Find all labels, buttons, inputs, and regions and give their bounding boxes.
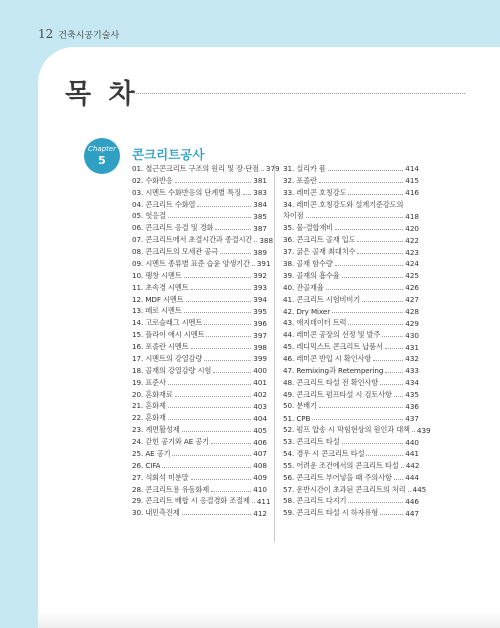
running-header: [38, 24, 119, 44]
dot-leader: [380, 514, 403, 515]
dot-leader: [206, 336, 251, 337]
toc-entry-title: 54. 경우 시 콘크리트 타설: [283, 448, 365, 458]
dot-leader: [182, 431, 252, 432]
toc-entry[interactable]: [132, 306, 267, 318]
dot-leader: [408, 491, 411, 492]
toc-entry-title: 46. 레미콘 반입 시 확인사항: [283, 353, 372, 363]
toc-entry-title: 02. 수화반응: [132, 175, 173, 185]
dot-leader: [401, 467, 404, 468]
toc-entry-page: 398: [253, 342, 267, 352]
dot-leader: [175, 182, 252, 183]
toc-entry[interactable]: [132, 199, 267, 211]
title-dotted-rule: [134, 93, 465, 94]
toc-entry[interactable]: [132, 412, 267, 424]
toc-entry-title: 13. 페로 시멘트: [132, 306, 182, 316]
toc-entry[interactable]: [283, 175, 419, 187]
dot-leader: [243, 194, 251, 195]
dot-leader: [319, 182, 403, 183]
dot-leader: [412, 431, 415, 432]
toc-entry-page: 379: [265, 164, 280, 174]
toc-entry-page: 389: [253, 247, 267, 257]
toc-entry-page: 387: [253, 223, 267, 233]
dot-leader: [306, 217, 404, 218]
toc-entry-title: 47. Remixing과 Retempering: [283, 365, 384, 375]
toc-entry-title: 52. 펌프 압송 시 막힘현상의 원인과 대책: [283, 425, 410, 435]
toc-entry-title: 50. 분배기: [283, 401, 317, 411]
toc-entry[interactable]: [132, 484, 267, 496]
toc-entry[interactable]: [132, 353, 267, 365]
toc-entry-page: 436: [405, 401, 419, 411]
toc-entry-title: 58. 콘크리트 다지기: [283, 496, 347, 506]
toc-entry-page: 422: [405, 235, 419, 245]
toc-entry-page: 439: [416, 425, 431, 435]
toc-entry[interactable]: [283, 412, 419, 424]
toc-entry[interactable]: [132, 270, 267, 282]
toc-entry-title: 14. 고로슬래그 시멘트: [132, 318, 203, 328]
dot-leader: [204, 360, 251, 361]
toc-entry-page: 409: [253, 473, 267, 483]
toc-entry-page: 397: [253, 330, 267, 340]
toc-entry[interactable]: [132, 424, 267, 436]
dot-leader: [328, 170, 403, 171]
toc-entry-page: 406: [253, 437, 267, 447]
dot-leader: [191, 479, 252, 480]
toc-entry[interactable]: [132, 460, 267, 472]
toc-entry[interactable]: [132, 389, 267, 401]
toc-entry[interactable]: [132, 317, 267, 329]
toc-entry-page: 441: [405, 449, 419, 459]
dot-leader: [385, 372, 403, 373]
toc-entry-page: 416: [405, 188, 419, 198]
dot-leader: [326, 289, 404, 290]
toc-entry[interactable]: [283, 424, 431, 436]
toc-entry-page: 410: [253, 485, 267, 495]
dot-leader: [261, 170, 264, 171]
toc-entry-page: 395: [253, 306, 267, 316]
toc-entry-title: 37. 굵은 골재 최대치수: [283, 247, 356, 257]
toc-entry[interactable]: [283, 329, 419, 341]
toc-entry-title: 차이점: [283, 211, 304, 221]
toc-entry[interactable]: [283, 472, 419, 484]
toc-entry[interactable]: [132, 448, 267, 460]
toc-entry[interactable]: [132, 507, 267, 519]
toc-entry-title: 51. CPB: [283, 413, 311, 423]
toc-entry-page: 432: [405, 354, 419, 364]
dot-leader: [168, 384, 251, 385]
toc-entry-page: 412: [253, 508, 267, 518]
toc-entry-title: 43. 애지데이터 트럭: [283, 318, 347, 328]
toc-entry[interactable]: [132, 258, 271, 270]
toc-entry-title: 08. 콘크리트의 모세관 공극: [132, 247, 219, 257]
toc-entry[interactable]: [132, 187, 267, 199]
dot-leader: [252, 265, 255, 266]
dot-leader: [168, 217, 251, 218]
toc-entry-title: 36. 콘크리트 골재 입도: [283, 235, 356, 245]
dot-leader: [342, 443, 404, 444]
toc-entry-page: 394: [253, 295, 267, 305]
toc-entry[interactable]: [283, 484, 427, 496]
toc-entry-title: 22. 혼화재: [132, 413, 166, 423]
toc-entry-title: 15. 플라이 애시 시멘트: [132, 330, 205, 340]
dot-leader: [348, 194, 403, 195]
page-bottom-edge: [38, 612, 500, 628]
toc-entry[interactable]: [283, 199, 419, 211]
toc-entry-title: 35. 물-결합재비: [283, 223, 334, 233]
dot-leader: [357, 253, 403, 254]
toc-entry-title: 27. 석회석 미분말: [132, 472, 189, 482]
toc-entry-page: 420: [405, 223, 419, 233]
dot-leader: [394, 479, 403, 480]
dot-leader: [380, 384, 403, 385]
toc-entry[interactable]: [132, 294, 267, 306]
dot-leader: [382, 336, 403, 337]
toc-entry[interactable]: [283, 365, 419, 377]
toc-entry-title: 06. 콘크리트 응결 및 경화: [132, 223, 214, 233]
toc-entry[interactable]: [283, 294, 419, 306]
toc-entry-title: 26. CIFA: [132, 461, 161, 471]
toc-entry-title: 29. 콘크리트 배합 시 응결경화 조절제: [132, 496, 250, 506]
dot-leader: [204, 324, 251, 325]
dot-leader: [319, 407, 403, 408]
toc-entry-title: 16. 포졸란 시멘트: [132, 342, 189, 352]
toc-entry-page: 426: [405, 283, 419, 293]
dot-leader: [168, 419, 251, 420]
toc-entry[interactable]: [283, 163, 419, 175]
toc-entry-title: 19. 표준사: [132, 377, 166, 387]
dot-leader: [191, 348, 252, 349]
toc-entry[interactable]: [283, 436, 419, 448]
toc-entry-title: 17. 시멘트의 강열감량: [132, 353, 203, 363]
toc-entry-title: 38. 골재 함수량: [283, 258, 333, 268]
toc-entry-page: 442: [405, 461, 420, 471]
toc-entry[interactable]: [283, 317, 419, 329]
dot-leader: [254, 241, 257, 242]
toc-entry-page: 434: [405, 378, 419, 388]
toc-entry[interactable]: [283, 258, 419, 270]
dot-leader: [175, 396, 252, 397]
toc-entry-page: 430: [405, 330, 419, 340]
toc-entry-title: 05. 헛응결: [132, 211, 166, 221]
toc-entry-page: 431: [405, 342, 419, 352]
toc-entry-page: 444: [405, 473, 419, 483]
toc-entry-page: 404: [253, 413, 267, 423]
toc-entry-title: 55. 어려운 조건에서의 콘크리트 타설: [283, 460, 399, 470]
dot-leader: [335, 265, 404, 266]
toc-entry[interactable]: [283, 270, 419, 282]
toc-entry-title: 49. 콘크리트 펌프타설 시 검토사항: [283, 389, 392, 399]
dot-leader: [394, 396, 403, 397]
toc-entry-title: 28. 콘크리트용 유동화제: [132, 484, 210, 494]
toc-entry-page: 447: [405, 508, 419, 518]
dot-leader: [252, 502, 255, 503]
dot-leader: [335, 229, 403, 230]
toc-entry-page: 407: [253, 449, 267, 459]
toc-entry-title: 40. 잔골재율: [283, 282, 324, 292]
content-sheet: [38, 47, 500, 628]
toc-entry-page: 408: [253, 461, 267, 471]
toc-entry[interactable]: [132, 175, 267, 187]
toc-entry-title: 56. 콘크리트 부어넣을 때 주의사항: [283, 472, 392, 482]
toc-entry-page: 437: [405, 413, 419, 423]
chapter-badge: [84, 138, 120, 174]
toc-entry-title: 39. 골재의 흡수율: [283, 270, 340, 280]
toc-entry-page: 446: [405, 496, 419, 506]
page-number: 12: [38, 27, 54, 41]
toc-entry[interactable]: [283, 401, 419, 413]
toc-entry-title: 09. 시멘트 종류별 표준 습윤 양생기간: [132, 258, 250, 268]
toc-entry[interactable]: [283, 460, 419, 472]
dot-leader: [211, 491, 251, 492]
toc-entry[interactable]: [283, 282, 419, 294]
toc-entry[interactable]: [283, 496, 419, 508]
dot-leader: [332, 312, 403, 313]
toc-entry-page: 414: [405, 164, 419, 174]
toc-entry-page: 403: [253, 401, 267, 411]
toc-entry-page: 411: [256, 496, 271, 506]
dot-leader: [373, 360, 403, 361]
chapter-number: 5: [98, 154, 106, 167]
toc-entry-title: 59. 콘크리트 타설 시 하자유형: [283, 508, 379, 518]
toc-entry-title: 18. 골재의 강열감량 시험: [132, 365, 212, 375]
dot-leader: [213, 372, 251, 373]
toc-entry-page: 429: [405, 318, 419, 328]
toc-entry[interactable]: [283, 211, 419, 223]
toc-entry-page: 385: [253, 211, 267, 221]
toc-entry-page: 418: [405, 211, 419, 221]
toc-entry[interactable]: [283, 222, 419, 234]
dot-leader: [342, 277, 404, 278]
toc-entry-page: 427: [405, 295, 419, 305]
toc-entry-title: 30. 내민측진제: [132, 508, 180, 518]
toc-entry-page: 400: [253, 366, 267, 376]
dot-leader: [385, 348, 403, 349]
dot-leader: [312, 419, 403, 420]
toc-entry-title: 21. 혼화제: [132, 401, 166, 411]
toc-entry-title: 04. 콘크리트 수화열: [132, 199, 196, 209]
toc-entry-page: 433: [405, 366, 419, 376]
toc-entry[interactable]: [132, 472, 267, 484]
toc-entry-page: 393: [253, 283, 267, 293]
toc-entry[interactable]: [132, 496, 271, 508]
toc-entry[interactable]: [132, 222, 267, 234]
toc-entry-page: 424: [405, 259, 419, 269]
toc-entry-page: 445: [412, 485, 427, 495]
toc-entry[interactable]: [283, 448, 419, 460]
toc-entry[interactable]: [283, 389, 419, 401]
toc-entry-title: 10. 팽창 시멘트: [132, 270, 182, 280]
dot-leader: [348, 324, 403, 325]
toc-entry[interactable]: [132, 163, 280, 175]
toc-entry-title: 12. MDF 시멘트: [132, 294, 184, 304]
dot-leader: [348, 502, 403, 503]
toc-entry[interactable]: [132, 282, 267, 294]
toc-entry-page: 415: [405, 176, 419, 186]
dot-leader: [362, 301, 403, 302]
toc-entry[interactable]: [132, 341, 267, 353]
toc-entry-page: 388: [259, 235, 274, 245]
toc-entry-title: 20. 혼화재료: [132, 389, 173, 399]
dot-leader: [182, 514, 252, 515]
toc-entry[interactable]: [283, 507, 419, 519]
toc-entry[interactable]: [283, 187, 419, 199]
toc-entry-page: 391: [256, 259, 271, 269]
toc-entry[interactable]: [283, 306, 419, 318]
dot-leader: [197, 206, 251, 207]
toc-entry-page: 384: [253, 200, 267, 210]
toc-entry-title: 24. 갇힌 공기와 AE 공기: [132, 437, 210, 447]
toc-entry-title: 44. 레미콘 공장의 선정 및 발주: [283, 330, 381, 340]
toc-entry-page: 381: [253, 176, 267, 186]
toc-entry[interactable]: [132, 246, 267, 258]
toc-entry-title: 34. 레미콘 호칭강도와 설계기준강도의: [283, 199, 404, 209]
toc-entry-title: 31. 실리카 퓸: [283, 163, 326, 173]
toc-entry-page: 435: [405, 390, 419, 400]
toc-entry-title: 01. 철근콘크리트 구조의 원리 및 장·단점: [132, 163, 259, 173]
column-divider: [274, 164, 275, 542]
toc-entry[interactable]: [283, 234, 419, 246]
dot-leader: [211, 443, 251, 444]
toc-entry-page: 405: [253, 425, 267, 435]
dot-leader: [357, 241, 403, 242]
dot-leader: [366, 455, 403, 456]
toc-entry-page: 423: [405, 247, 419, 257]
toc-entry[interactable]: [283, 353, 419, 365]
toc-entry-title: 33. 레미콘 호칭강도: [283, 187, 347, 197]
dot-leader: [162, 467, 251, 468]
toc-entry-page: 383: [253, 188, 267, 198]
toc-entry[interactable]: [132, 401, 267, 413]
toc-column-right: [283, 163, 431, 519]
book-title: 건축시공기술사: [58, 30, 120, 41]
toc-entry-title: 57. 운반시간이 초과된 콘크리트의 처리: [283, 484, 406, 494]
toc-entry-page: 399: [253, 354, 267, 364]
toc-entry-title: 42. Dry Mixer: [283, 306, 331, 316]
dot-leader: [172, 455, 251, 456]
toc-entry[interactable]: [132, 234, 274, 246]
dot-leader: [220, 253, 251, 254]
toc-entry-title: 07. 콘크리트에서 초결시간과 종결시간: [132, 235, 253, 245]
toc-column-left: [132, 163, 280, 519]
toc-entry-page: 396: [253, 318, 267, 328]
chapter-title: 콘크리트공사: [132, 147, 205, 162]
toc-entry-page: 440: [405, 437, 419, 447]
toc-entry-title: 53. 콘크리트 타설: [283, 437, 340, 447]
toc-entry-title: 32. 포졸란: [283, 175, 317, 185]
toc-entry-title: 41. 콘크리트 시험비비기: [283, 294, 361, 304]
toc-entry-title: 03. 시멘트 수화반응의 단계별 특징: [132, 187, 241, 197]
toc-entry[interactable]: [132, 211, 267, 223]
dot-leader: [215, 229, 251, 230]
toc-entry-title: 45. 레디믹스트 콘크리트 납품서: [283, 342, 383, 352]
toc-entry[interactable]: [132, 329, 267, 341]
toc-entry[interactable]: [283, 341, 419, 353]
dot-leader: [186, 301, 252, 302]
toc-entry[interactable]: [283, 246, 419, 258]
toc-entry-page: 425: [405, 271, 419, 281]
toc-entry[interactable]: [132, 365, 267, 377]
toc-entry-title: 48. 콘크리트 타설 전 확인사항: [283, 377, 379, 387]
dot-leader: [184, 312, 252, 313]
toc-entry[interactable]: [283, 377, 419, 389]
toc-entry-page: 402: [253, 390, 267, 400]
toc-entry-page: 392: [253, 271, 267, 281]
toc-entry-page: 428: [405, 306, 419, 316]
toc-entry[interactable]: [132, 377, 267, 389]
toc-entry-title: 23. 계면활성제: [132, 425, 180, 435]
dot-leader: [168, 407, 251, 408]
toc-entry-title: 25. AE 공기: [132, 448, 171, 458]
toc-title: 목 차: [65, 79, 139, 110]
toc-entry-title: 11. 초속경 시멘트: [132, 282, 189, 292]
dot-leader: [184, 277, 252, 278]
chapter-label: Chapter: [88, 145, 116, 153]
toc-entry[interactable]: [132, 436, 267, 448]
dot-leader: [191, 289, 252, 290]
toc-entry-page: 401: [253, 378, 267, 388]
